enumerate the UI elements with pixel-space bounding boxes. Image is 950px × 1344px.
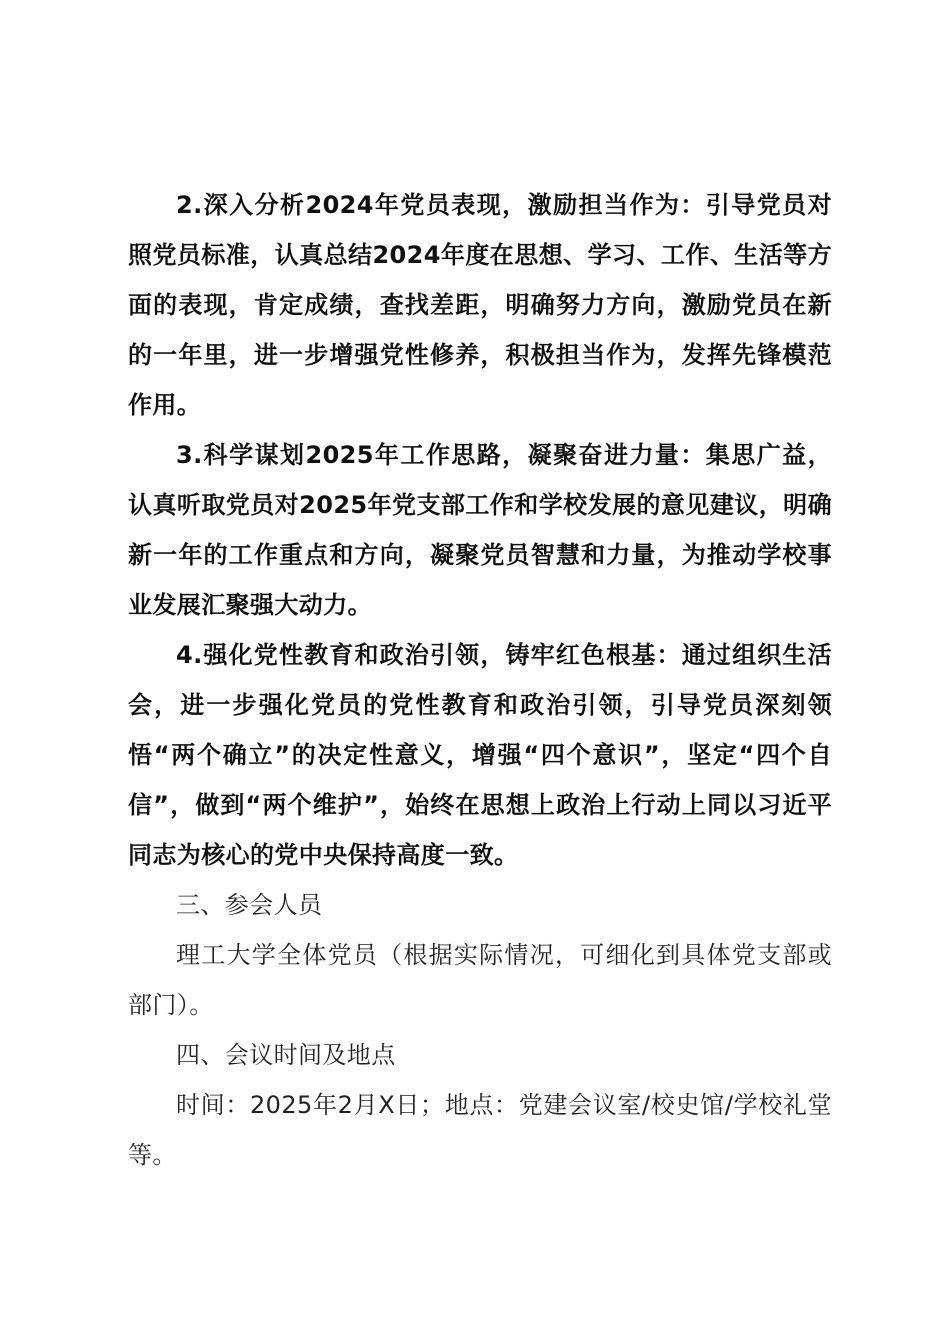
time-location-paragraph: 时间：2025年2月X日；地点：党建会议室/校史馆/学校礼堂等。 <box>128 1091 832 1169</box>
section-heading-attendees: 三、参会人员 <box>176 891 323 919</box>
objective-paragraph-4: 4.强化党性教育和政治引领，铸牢红色根基：通过组织生活会，进一步强化党员的党性教育和政治引领，引导党员深刻领悟“两个确立”的决定性意义，增强“四个意识”，坚定“四个自信”，做到“两个维护”，始终在思想上政治上行动上同以习近平同志为核心的党中央保持高度一致。 <box>128 641 832 869</box>
objective-paragraph-3: 3.科学谋划2025年工作思路，凝聚奋进力量：集思广益，认真听取党员对2025年党支部工作和学校发展的意见建议，明确新一年的工作重点和方向，凝聚党员智慧和力量，为推动学校事业发展汇聚强大动力。 <box>128 441 832 619</box>
attendees-paragraph: 理工大学全体党员（根据实际情况，可细化到具体党支部或部门）。 <box>128 941 832 1019</box>
document-body <box>128 180 832 1180</box>
section-heading-time-location: 四、会议时间及地点 <box>176 1041 396 1069</box>
objective-paragraph-2: 2.深入分析2024年党员表现，激励担当作为：引导党员对照党员标准，认真总结2024年度在思想、学习、工作、生活等方面的表现，肯定成绩，查找差距，明确努力方向，激励党员在新的一年里，进一步增强党性修养，积极担当作为，发挥先锋模范作用。 <box>128 191 832 419</box>
